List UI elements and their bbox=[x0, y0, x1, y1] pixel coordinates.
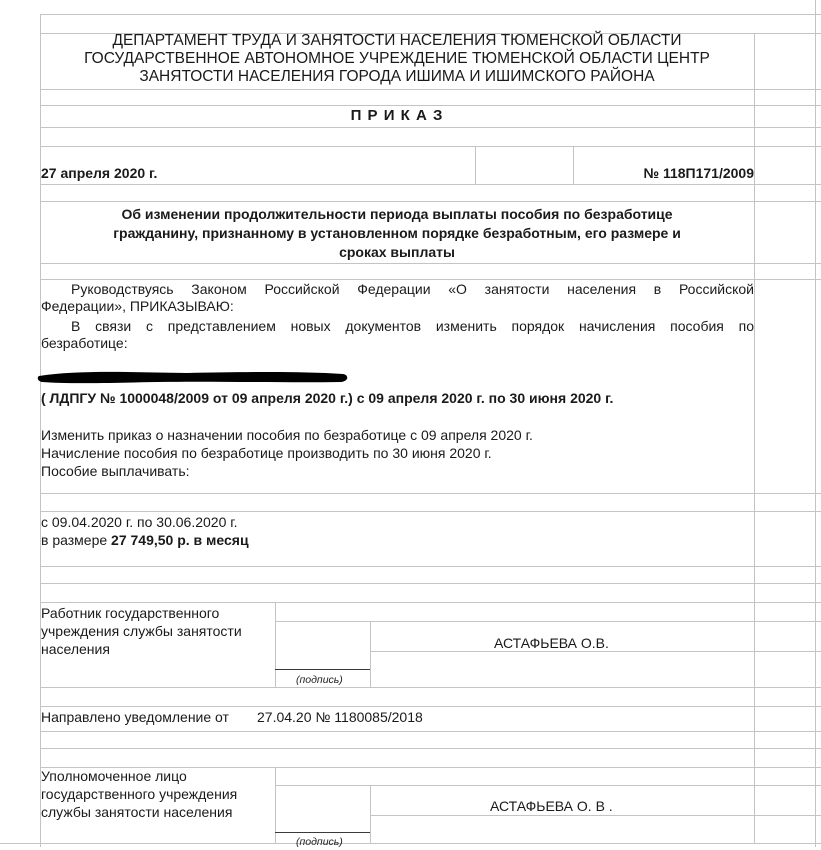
signer1-role-line-3: населения bbox=[41, 641, 110, 657]
payment-period: с 09.04.2020 г. по 30.06.2020 г. bbox=[41, 514, 238, 530]
order-date: 27 апреля 2020 г. bbox=[41, 165, 158, 181]
change-line-1: Изменить приказ о назначении пособия по безработице с 09 апреля 2020 г. bbox=[41, 427, 533, 443]
signature-line-2 bbox=[275, 832, 370, 833]
signer1-sign-caption: (подпись) bbox=[296, 674, 343, 686]
signature-line-1 bbox=[275, 669, 370, 670]
reason-line-1: В связи с представлением новых документов изменить порядок начисления пособия по bbox=[71, 318, 754, 334]
department-line: ДЕПАРТАМЕНТ ТРУДА И ЗАНЯТОСТИ НАСЕЛЕНИЯ ТЮМЕНСКОЙ ОБЛАСТИ bbox=[112, 32, 682, 49]
notice-label: Направлено уведомление от bbox=[41, 709, 229, 725]
notice-value: 27.04.20 № 1180085/2018 bbox=[257, 709, 423, 725]
center-line: ЗАНЯТОСТИ НАСЕЛЕНИЯ ГОРОДА ИШИМА И ИШИМСКОГО РАЙОНА bbox=[139, 68, 655, 85]
document-title: П Р И К А З bbox=[350, 107, 444, 124]
signer1-role-line-1: Работник государственного bbox=[41, 605, 220, 621]
subject-line-1: Об изменении продолжительности периода выплаты пособия по безработице bbox=[121, 206, 673, 222]
change-line-2: Начисление пособия по безработице производить по 30 июня 2020 г. bbox=[41, 445, 492, 461]
redacted-name bbox=[37, 366, 357, 390]
signer2-role-line-3: службы занятости населения bbox=[41, 804, 233, 820]
signer2-role-line-1: Уполномоченное лицо bbox=[41, 768, 187, 784]
change-line-3: Пособие выплачивать: bbox=[41, 463, 190, 479]
order-number: № 118П171/2009 bbox=[643, 165, 754, 181]
signer2-name: АСТАФЬЕВА О. В . bbox=[490, 798, 613, 814]
payment-amount: 27 749,50 р. в месяц bbox=[111, 532, 249, 548]
institution-line: ГОСУДАРСТВЕННОЕ АВТОНОМНОЕ УЧРЕЖДЕНИЕ ТЮМЕНСКОЙ ОБЛАСТИ ЦЕНТР bbox=[84, 50, 710, 67]
reason-line-2: безработице: bbox=[41, 335, 128, 351]
basis-line-1: Руководствуясь Законом Российской Федерации «О занятости населения в Российской bbox=[71, 281, 754, 297]
subject-line-3: сроках выплаты bbox=[339, 244, 455, 260]
basis-line-2: Федерации», ПРИКАЗЫВАЮ: bbox=[41, 298, 234, 314]
payment-amount-prefix: в размере bbox=[41, 532, 108, 548]
payment-amount-row bbox=[41, 532, 249, 548]
ldpgu-line: ( ЛДПГУ № 1000048/2009 от 09 апреля 2020 г.) с 09 апреля 2020 г. по 30 июня 2020 г. bbox=[41, 390, 614, 406]
signer1-role-line-2: учреждения службы занятости bbox=[41, 623, 242, 639]
signer1-name: АСТАФЬЕВА О.В. bbox=[494, 635, 609, 651]
signer2-role-line-2: государственного учреждения bbox=[41, 786, 238, 802]
signer2-sign-caption: (подпись) bbox=[296, 836, 343, 848]
subject-line-2: гражданину, признанному в установленном порядке безработным, его размере и bbox=[113, 225, 681, 241]
